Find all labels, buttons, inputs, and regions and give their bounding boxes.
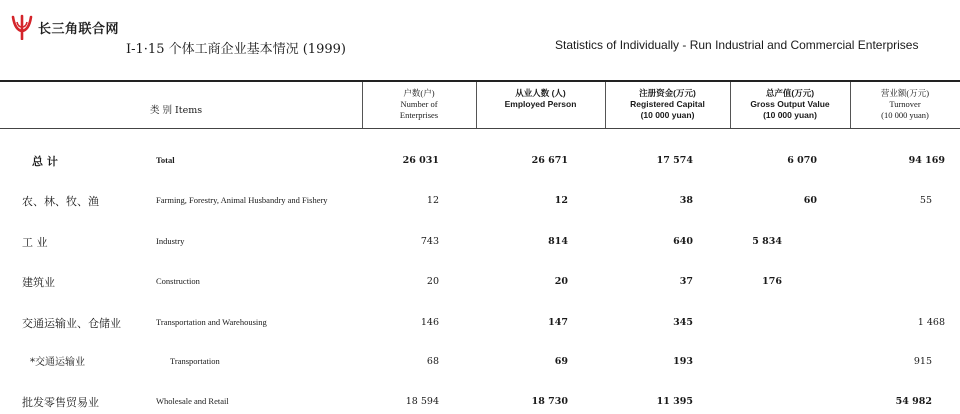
- cell-turnover: 54 982: [895, 396, 932, 407]
- column-header-output: 总产值(万元) Gross Output Value (10 000 yuan): [750, 88, 830, 120]
- header-top-rule: [0, 80, 960, 82]
- logo-text: 长三角联合网: [38, 22, 120, 37]
- cell-turnover: 55: [919, 195, 932, 206]
- row-label-cn: 建筑业: [22, 276, 55, 289]
- cell-output: 176: [762, 276, 782, 287]
- cell-capital: 640: [673, 236, 693, 247]
- cell-output: 60: [803, 195, 817, 206]
- cell-employed: 26 671: [531, 155, 568, 166]
- row-label-en: Wholesale and Retail: [156, 396, 229, 406]
- cell-turnover: 94 169: [908, 155, 945, 166]
- column-header-capital: 注册资金(万元) Registered Capital (10 000 yuan): [630, 88, 705, 120]
- cell-output: 6 070: [787, 155, 817, 166]
- cell-enterprises: 20: [426, 276, 439, 287]
- page-title-english: Statistics of Individually - Run Industrial and Commercial Enterprises: [555, 38, 919, 52]
- row-label-cn: 总 计: [32, 155, 58, 168]
- row-label-en: Transportation: [170, 356, 220, 366]
- cell-employed: 814: [548, 236, 568, 247]
- header-bottom-rule: [0, 128, 960, 129]
- column-header-enterprises: 户数(户) Number of Enterprises: [399, 88, 439, 120]
- cell-employed: 12: [554, 195, 568, 206]
- items-header: 类 别 Items: [150, 105, 203, 116]
- row-label-en: Total: [156, 155, 175, 165]
- row-label-cn: *交通运输业: [30, 357, 85, 368]
- row-label-cn: 农、林、牧、渔: [22, 195, 99, 208]
- row-label-en: Industry: [156, 236, 185, 246]
- row-label-cn: 批发零售贸易业: [22, 396, 99, 409]
- row-label-en: Transportation and Warehousing: [156, 317, 267, 327]
- column-header-employed: 从业人数 (人) Employed Person: [504, 88, 577, 109]
- cell-capital: 38: [679, 195, 693, 206]
- cell-enterprises: 18 594: [405, 396, 439, 407]
- row-label-en: Construction: [156, 276, 200, 286]
- cell-enterprises: 26 031: [402, 155, 439, 166]
- cell-enterprises: 68: [426, 356, 439, 367]
- cell-enterprises: 743: [420, 236, 439, 247]
- cell-enterprises: 146: [420, 317, 439, 328]
- cell-capital: 17 574: [656, 155, 693, 166]
- cell-turnover: 1 468: [917, 317, 945, 328]
- cell-capital: 193: [673, 356, 693, 367]
- cell-capital: 37: [679, 276, 693, 287]
- column-header-turnover: 营业额(万元) Turnover (10 000 yuan): [880, 88, 930, 120]
- row-label-en: Farming, Forestry, Animal Husbandry and Fishery: [156, 195, 328, 205]
- cell-employed: 147: [548, 317, 568, 328]
- cell-turnover: 915: [913, 356, 932, 367]
- cell-capital: 11 395: [656, 396, 693, 407]
- cell-employed: 20: [554, 276, 568, 287]
- row-label-cn: 交通运输业、仓储业: [22, 317, 121, 330]
- logo-icon: [10, 14, 34, 40]
- cell-output: 5 834: [752, 236, 782, 247]
- cell-enterprises: 12: [426, 195, 439, 206]
- cell-employed: 18 730: [531, 396, 568, 407]
- cell-capital: 345: [673, 317, 693, 328]
- row-label-cn: 工 业: [22, 236, 48, 249]
- cell-employed: 69: [554, 356, 568, 367]
- page-title-chinese: I-1·15 个体工商企业基本情况 (1999): [126, 42, 346, 57]
